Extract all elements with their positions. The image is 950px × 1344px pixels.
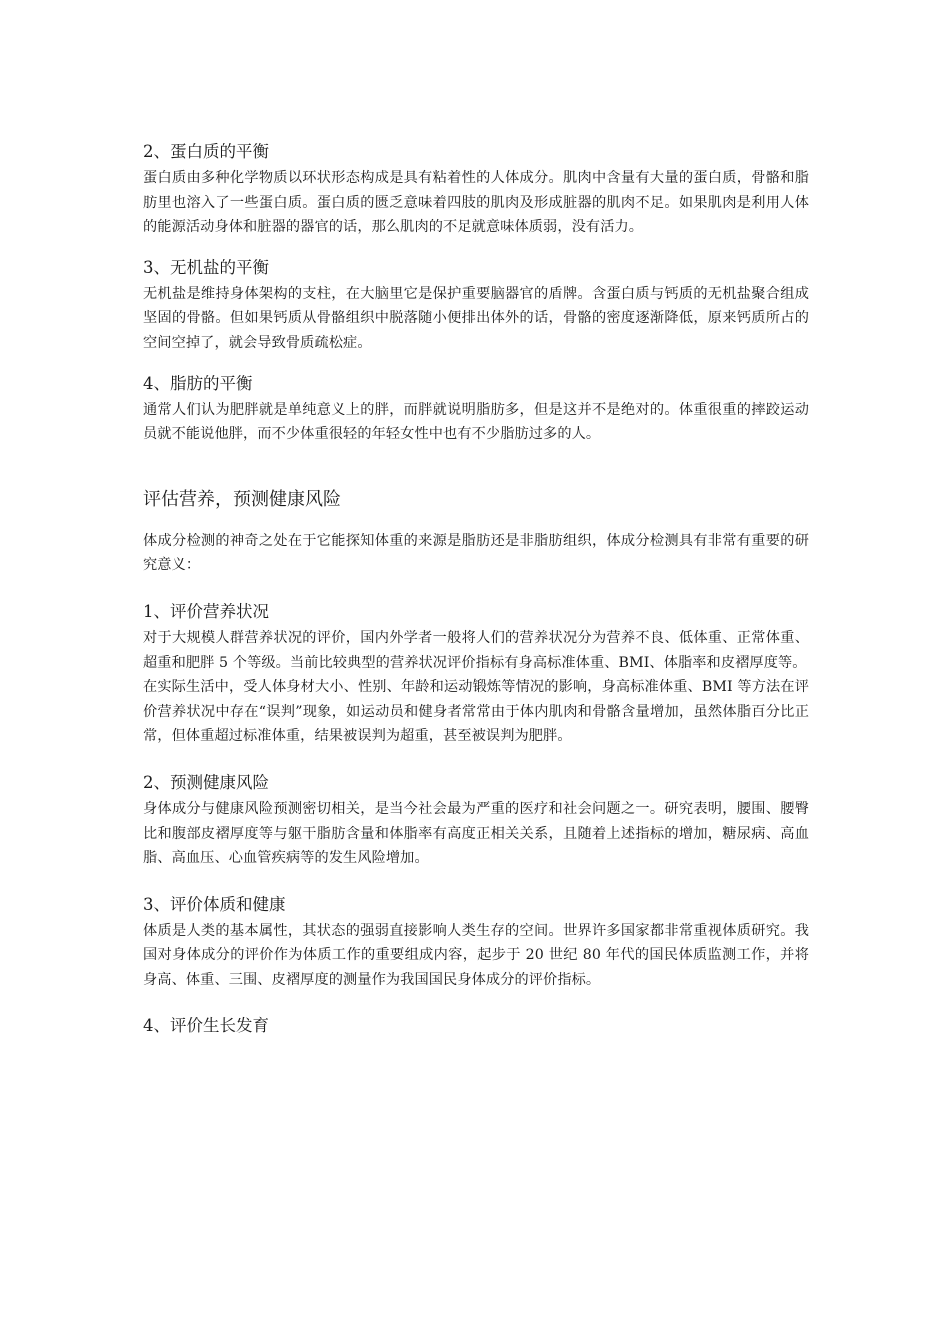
paragraph: 体质是人类的基本属性，其状态的强弱直接影响人类生存的空间。世界许多国家都非常重视体质研究。我国对身体成分的评价作为体质工作的重要组成内容，起步于 20 世纪 80 年代的国民体质监测工作，并将身高、体重、三围、皮褶厚度的测量作为我国国民身体成分的评价指标。: [143, 922, 809, 988]
section-growth-development: [143, 1012, 809, 1040]
section-nutrition-evaluation: [143, 598, 809, 749]
document-page: [143, 138, 809, 1040]
section-protein-balance: [143, 138, 809, 240]
paragraph: 身体成分与健康风险预测密切相关，是当今社会最为严重的医疗和社会问题之一。研究表明，腰围、腰臀比和腹部皮褶厚度等与躯干脂肪含量和体脂率有高度正相关关系，且随着上述指标的增加，糖尿病、高血脂、高血压、心血管疾病等的发生风险增加。: [143, 800, 809, 867]
paragraph: 通常人们认为肥胖就是单纯意义上的胖，而胖就说明脂肪多，但是这并不是绝对的。体重很重的摔跤运动员就不能说他胖，而不少体重很轻的年轻女性中也有不少脂肪过多的人。: [143, 401, 809, 443]
sub-heading: 2、蛋白质的平衡: [143, 142, 269, 161]
section-fat-balance: [143, 370, 809, 447]
sub-heading: 3、无机盐的平衡: [143, 257, 269, 277]
sub-heading: 3、评价体质和健康: [143, 894, 286, 914]
sub-heading: 4、评价生长发育: [143, 1016, 269, 1036]
section-physique-health: [143, 891, 809, 993]
section-health-risk: [143, 769, 809, 871]
sub-heading: 2、预测健康风险: [143, 772, 269, 792]
section-title: 评估营养，预测健康风险: [143, 488, 341, 510]
sub-heading: 1、评价营养状况: [143, 601, 269, 621]
paragraph: 在实际生活中，受人体身材大小、性别、年龄和运动锻炼等情况的影响，身高标准体重、BMI 等方法在评价营养状况中存在“误判”现象，如运动员和健身者常常由于体内肌肉和骨骼含量增加，虽然体脂百分比正常，但体重超过标准体重，结果被误判为超重，甚至被误判为肥胖。: [143, 679, 809, 745]
paragraph: 无机盐是维持身体架构的支柱，在大脑里它是保护重要脑器官的盾牌。含蛋白质与钙质的无机盐聚合组成坚固的骨骼。但如果钙质从骨骼组织中脱落随小便排出体外的话，骨骼的密度逐渐降低，原来钙质所占的空间空掉了，就会导致骨质疏松症。: [143, 285, 809, 351]
section-intro: 体成分检测的神奇之处在于它能探知体重的来源是脂肪还是非脂肪组织，体成分检测具有非常有重要的研究意义：: [143, 532, 809, 574]
section-mineral-balance: [143, 254, 809, 356]
paragraph: 对于大规模人群营养状况的评价，国内外学者一般将人们的营养状况分为营养不良、低体重、正常体重、超重和肥胖 5 个等级。当前比较典型的营养状况评价指标有身高标准体重、BMI、体脂率和皮褶厚度等。: [143, 629, 809, 671]
paragraph: 蛋白质由多种化学物质以环状形态构成是具有粘着性的人体成分。肌肉中含量有大量的蛋白质，骨骼和脂肪里也溶入了一些蛋白质。蛋白质的匮乏意味着四肢的肌肉及形成脏器的肌肉不足。如果肌肉是利用人体的能源活动身体和脏器的器官的话，那么肌肉的不足就意味体质弱，没有活力。: [143, 170, 809, 236]
sub-heading: 4、脂肪的平衡: [143, 373, 253, 393]
